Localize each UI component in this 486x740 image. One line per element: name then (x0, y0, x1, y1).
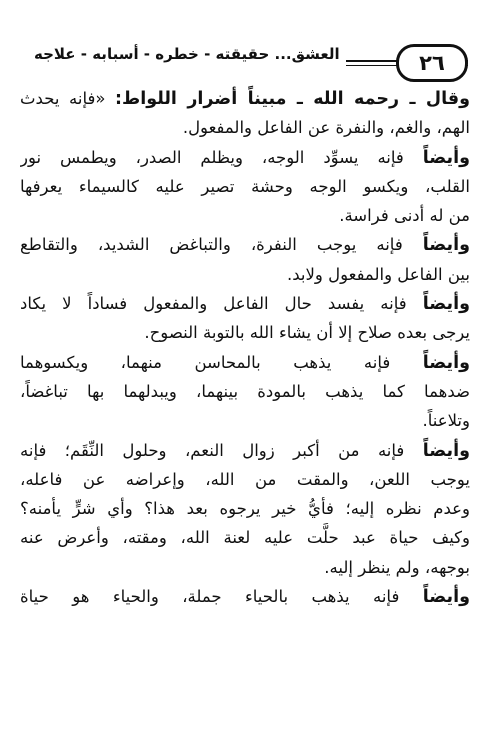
line-text: يوجب اللعن، والمقت من الله، وإعراضه عن فاعله، (20, 469, 470, 489)
paragraph-lead: وقال ـ رحمه الله ـ مبيناً أضرار اللواط: (115, 89, 470, 109)
line-text: الهم، والغم، والنفرة عن الفاعل والمفعول. (182, 118, 470, 138)
paragraph-lead: وأيضاً (422, 440, 470, 461)
line-text: وعدم نظره إليه؛ فأيُّ خير يرجوه بعد هذا؟ وأي شرٍّ يأمنه؟ (20, 499, 470, 519)
text-line (20, 172, 470, 201)
page-header (28, 40, 468, 80)
text-line (20, 582, 470, 611)
text-line (20, 260, 470, 289)
text-line (20, 230, 470, 259)
line-text: يرجى بعده صلاح إلا أن يشاء الله بالتوبة النصوح. (144, 323, 470, 343)
line-text: فإنه يذهب بالحياء جملة، والحياء هو حياة (20, 587, 423, 607)
line-text: بوجهه، ولم ينظر إليه. (324, 557, 470, 577)
paragraph-lead: وأيضاً (422, 235, 470, 256)
line-text: «فإنه يحدث (20, 89, 116, 108)
line-text: فإنه يوجب النفرة، والتباغض الشديد، والتقاطع (20, 235, 423, 255)
text-line (20, 406, 470, 435)
body-text (20, 84, 470, 611)
text-line (20, 465, 470, 494)
paragraph-lead: وأيضاً (422, 294, 470, 315)
line-text: فإنه يسوِّد الوجه، ويظلم الصدر، ويطمس نور (20, 147, 423, 167)
line-text: بين الفاعل والمفعول ولابد. (286, 264, 470, 284)
line-text: فإنه يفسد حال الفاعل والمفعول فساداً لا يكاد (20, 294, 423, 314)
page-number: ٢٦ (396, 44, 468, 82)
line-text: فإنه من أكبر زوال النعم، وحلول النِّقَم؛ فإنه (20, 440, 423, 460)
running-title: العشق... حقيقته - خطره - أسبابه - علاجه (28, 40, 346, 68)
line-text: من له أدنى فراسة. (339, 206, 470, 226)
text-line (20, 318, 470, 347)
text-line (20, 289, 470, 318)
line-text: وكيف حياة عبد حلَّت عليه لعنة الله، ومقته، وأعرض عنه (20, 528, 470, 548)
line-text: ضدهما كما يذهب بالمودة بينهما، ويبدلهما بها تباغضاً، (20, 381, 470, 401)
text-line (20, 377, 470, 406)
line-text: فإنه يذهب بالمحاسن منهما، ويكسوهما (20, 352, 423, 372)
line-text: وتلاعناً. (422, 411, 470, 431)
paragraph-lead: وأيضاً (422, 147, 470, 168)
paragraph-lead: وأيضاً (422, 587, 470, 608)
line-text: القلب، ويكسو الوجه وحشة تصير عليه كالسيماء يعرفها (20, 176, 470, 196)
text-line (20, 84, 470, 113)
text-line (20, 494, 470, 523)
text-line (20, 201, 470, 230)
text-line (20, 143, 470, 172)
text-line (20, 436, 470, 465)
text-line (20, 523, 470, 552)
paragraph-lead: وأيضاً (422, 352, 470, 373)
text-line (20, 348, 470, 377)
text-line (20, 553, 470, 582)
text-line (20, 113, 470, 142)
